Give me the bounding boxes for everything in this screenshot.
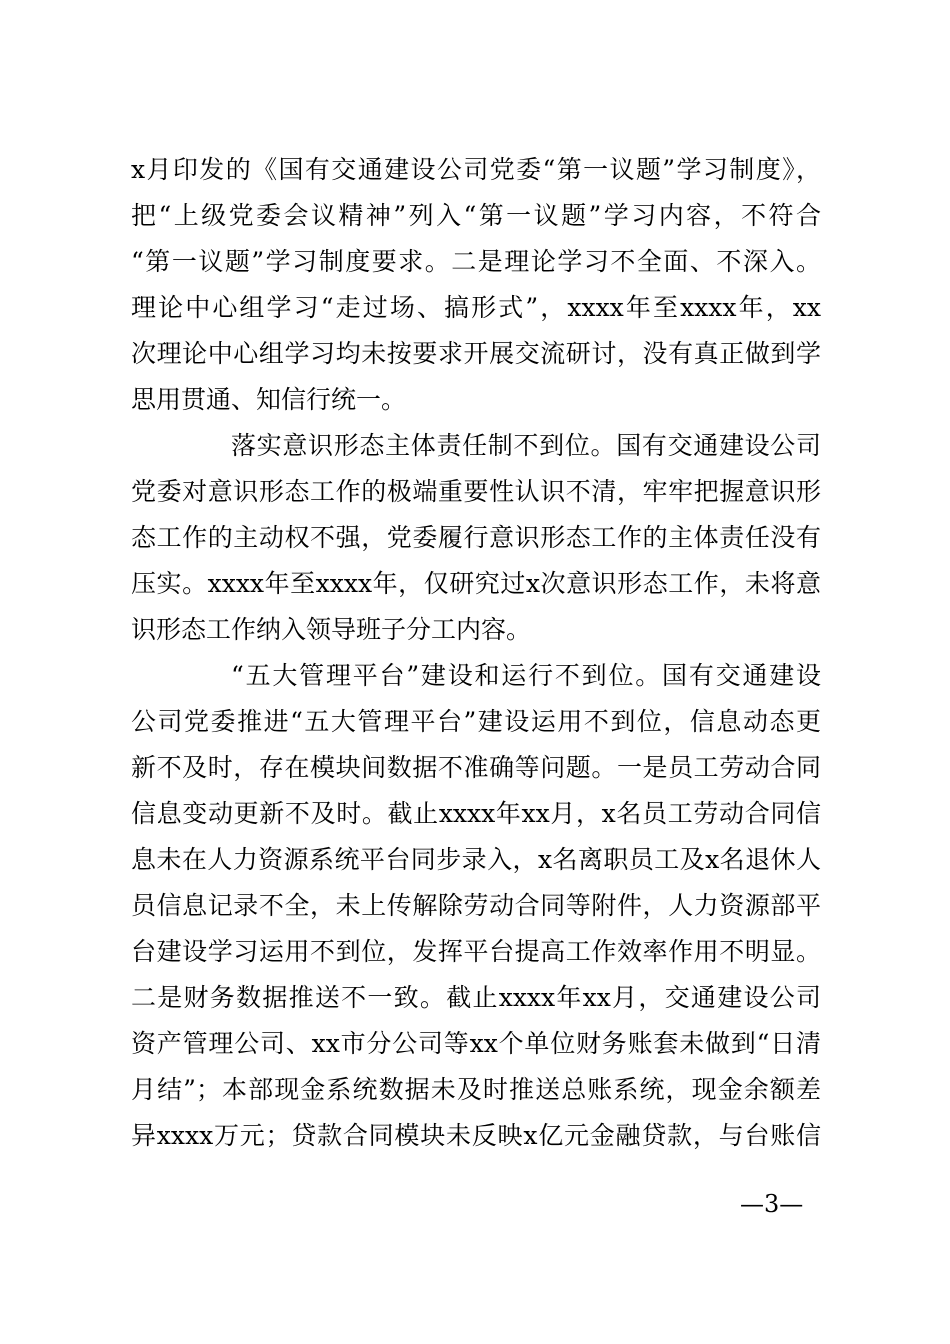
- text-line: 月结”；本部现金系统数据未及时推送总账系统，现金余额差: [131, 1075, 821, 1104]
- text-line: 信息变动更新不及时。截止xxxx年xx月，x名员工劳动合同信: [131, 799, 821, 828]
- text-line: “第一议题”学习制度要求。二是理论学习不全面、不深入。: [131, 247, 821, 276]
- text-line: 次理论中心组学习均未按要求开展交流研讨，没有真正做到学: [131, 339, 821, 368]
- text-line: 二是财务数据推送不一致。截止xxxx年xx月，交通建设公司: [131, 983, 821, 1012]
- paragraph-heading-line: 落实意识形态主体责任制不到位。国有交通建设公司: [231, 431, 821, 460]
- text-line: 资产管理公司、xx市分公司等xx个单位财务账套未做到“日清: [131, 1029, 821, 1058]
- text-line: 把“上级党委会议精神”列入“第一议题”学习内容，不符合: [131, 201, 821, 230]
- text-line: 台建设学习运用不到位，发挥平台提高工作效率作用不明显。: [131, 937, 821, 966]
- text-line: x月印发的《国有交通建设公司党委“第一议题”学习制度》，: [131, 155, 821, 184]
- text-line: 党委对意识形态工作的极端重要性认识不清，牢牢把握意识形: [131, 477, 821, 506]
- paragraph-heading-line: “五大管理平台”建设和运行不到位。国有交通建设: [231, 661, 821, 690]
- text-line: 态工作的主动权不强，党委履行意识形态工作的主体责任没有: [131, 523, 821, 552]
- text-line: 新不及时，存在模块间数据不准确等问题。一是员工劳动合同: [131, 753, 821, 782]
- text-line: 识形态工作纳入领导班子分工内容。: [131, 615, 532, 644]
- text-line: 公司党委推进“五大管理平台”建设运用不到位，信息动态更: [131, 707, 821, 736]
- text-line: 员信息记录不全，未上传解除劳动合同等附件，人力资源部平: [131, 891, 821, 920]
- page-number: —3—: [740, 1190, 804, 1218]
- text-line: 压实。xxxx年至xxxx年，仅研究过x次意识形态工作，未将意: [131, 569, 821, 598]
- text-line: 思用贯通、知信行统一。: [131, 385, 407, 414]
- text-line: 息未在人力资源系统平台同步录入，x名离职员工及x名退休人: [131, 845, 821, 874]
- text-line: 异xxxx万元；贷款合同模块未反映x亿元金融贷款，与台账信: [131, 1121, 821, 1150]
- text-line: 理论中心组学习“走过场、搞形式”，xxxx年至xxxx年，xx: [131, 293, 821, 322]
